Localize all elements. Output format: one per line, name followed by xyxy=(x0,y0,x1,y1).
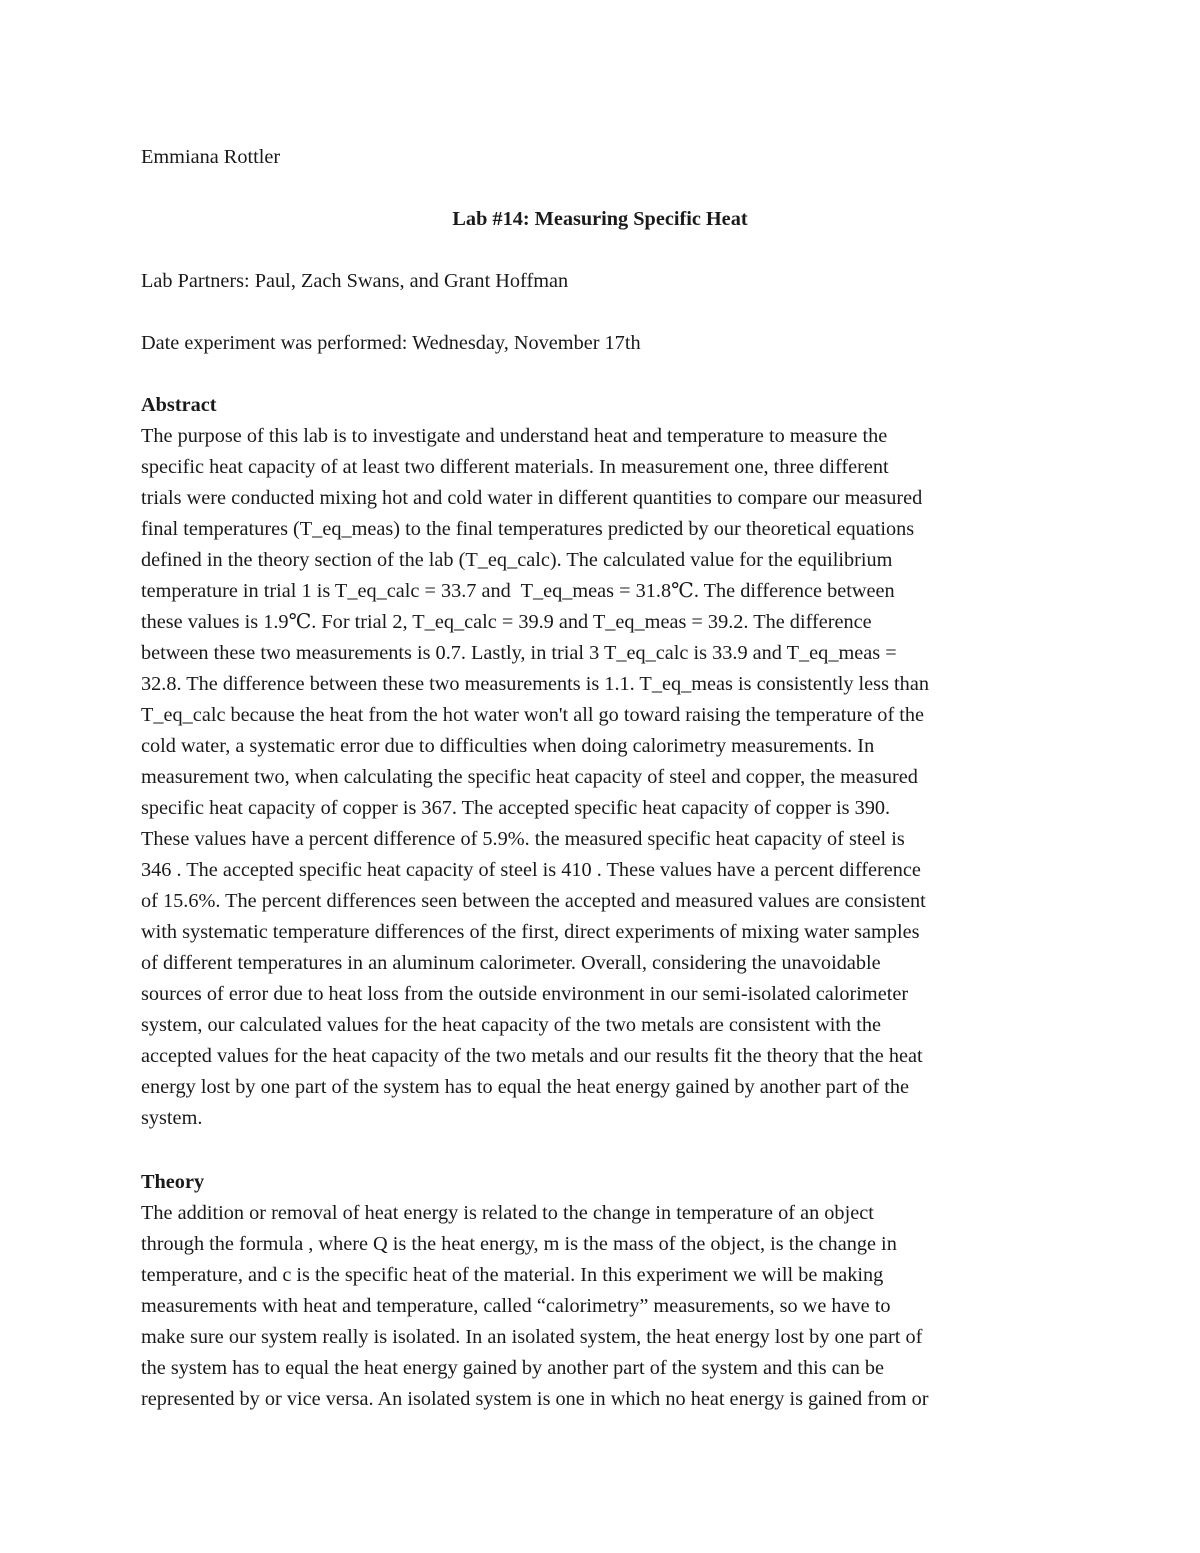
abstract-line: temperature in trial 1 is T_eq_calc = 33.7 and T_eq_meas = 31.8℃. The difference between xyxy=(141,580,895,602)
abstract-line: The purpose of this lab is to investigate and understand heat and temperature to measure the xyxy=(141,425,888,447)
author-name: Emmiana Rottler xyxy=(141,146,281,168)
experiment-date: Date experiment was performed: Wednesday, November 17th xyxy=(141,332,641,354)
abstract-line: accepted values for the heat capacity of the two metals and our results fit the theory that the heat xyxy=(141,1045,923,1067)
theory-heading: Theory xyxy=(141,1171,205,1193)
abstract-line: of different temperatures in an aluminum calorimeter. Overall, considering the unavoidable xyxy=(141,952,881,974)
theory-line: the system has to equal the heat energy gained by another part of the system and this can be xyxy=(141,1357,885,1379)
abstract-line: measurement two, when calculating the specific heat capacity of steel and copper, the measured xyxy=(141,766,918,788)
abstract-line: system. xyxy=(141,1107,203,1129)
theory-line: make sure our system really is isolated. In an isolated system, the heat energy lost by one part of xyxy=(141,1326,923,1348)
abstract-line: T_eq_calc because the heat from the hot water won't all go toward raising the temperature of the xyxy=(141,704,925,726)
abstract-line: defined in the theory section of the lab (T_eq_calc). The calculated value for the equilibrium xyxy=(141,549,893,571)
abstract-line: energy lost by one part of the system has to equal the heat energy gained by another part of the xyxy=(141,1076,910,1098)
document-title: Lab #14: Measuring Specific Heat xyxy=(452,208,748,230)
theory-line: temperature, and c is the specific heat of the material. In this experiment we will be making xyxy=(141,1264,884,1286)
abstract-line: trials were conducted mixing hot and cold water in different quantities to compare our measured xyxy=(141,487,923,509)
abstract-line: between these two measurements is 0.7. Lastly, in trial 3 T_eq_calc is 33.9 and T_eq_meas = xyxy=(141,642,897,664)
abstract-line: of 15.6%. The percent differences seen between the accepted and measured values are consistent xyxy=(141,890,926,912)
theory-line: through the formula , where Q is the heat energy, m is the mass of the object, is the change in xyxy=(141,1233,897,1255)
abstract-line: these values is 1.9℃. For trial 2, T_eq_calc = 39.9 and T_eq_meas = 39.2. The difference xyxy=(141,611,872,633)
abstract-line: system, our calculated values for the heat capacity of the two metals are consistent with the xyxy=(141,1014,882,1036)
abstract-line: specific heat capacity of copper is 367. The accepted specific heat capacity of copper is 390. xyxy=(141,797,891,819)
abstract-line: sources of error due to heat loss from the outside environment in our semi-isolated calorimeter xyxy=(141,983,909,1005)
theory-line: represented by or vice versa. An isolated system is one in which no heat energy is gained from or xyxy=(141,1388,929,1410)
abstract-line: final temperatures (T_eq_meas) to the final temperatures predicted by our theoretical equations xyxy=(141,518,915,540)
lab-partners: Lab Partners: Paul, Zach Swans, and Grant Hoffman xyxy=(141,270,569,292)
abstract-line: cold water, a systematic error due to difficulties when doing calorimetry measurements. In xyxy=(141,735,875,757)
abstract-line: 346 . The accepted specific heat capacity of steel is 410 . These values have a percent difference xyxy=(141,859,921,881)
theory-line: The addition or removal of heat energy is related to the change in temperature of an object xyxy=(141,1202,874,1224)
abstract-line: with systematic temperature differences of the first, direct experiments of mixing water samples xyxy=(141,921,920,943)
abstract-line: specific heat capacity of at least two different materials. In measurement one, three different xyxy=(141,456,889,478)
abstract-line: These values have a percent difference of 5.9%. the measured specific heat capacity of steel is xyxy=(141,828,905,850)
abstract-line: 32.8. The difference between these two measurements is 1.1. T_eq_meas is consistently less than xyxy=(141,673,929,695)
abstract-heading: Abstract xyxy=(141,394,217,416)
theory-line: measurements with heat and temperature, called “calorimetry” measurements, so we have to xyxy=(141,1295,891,1317)
